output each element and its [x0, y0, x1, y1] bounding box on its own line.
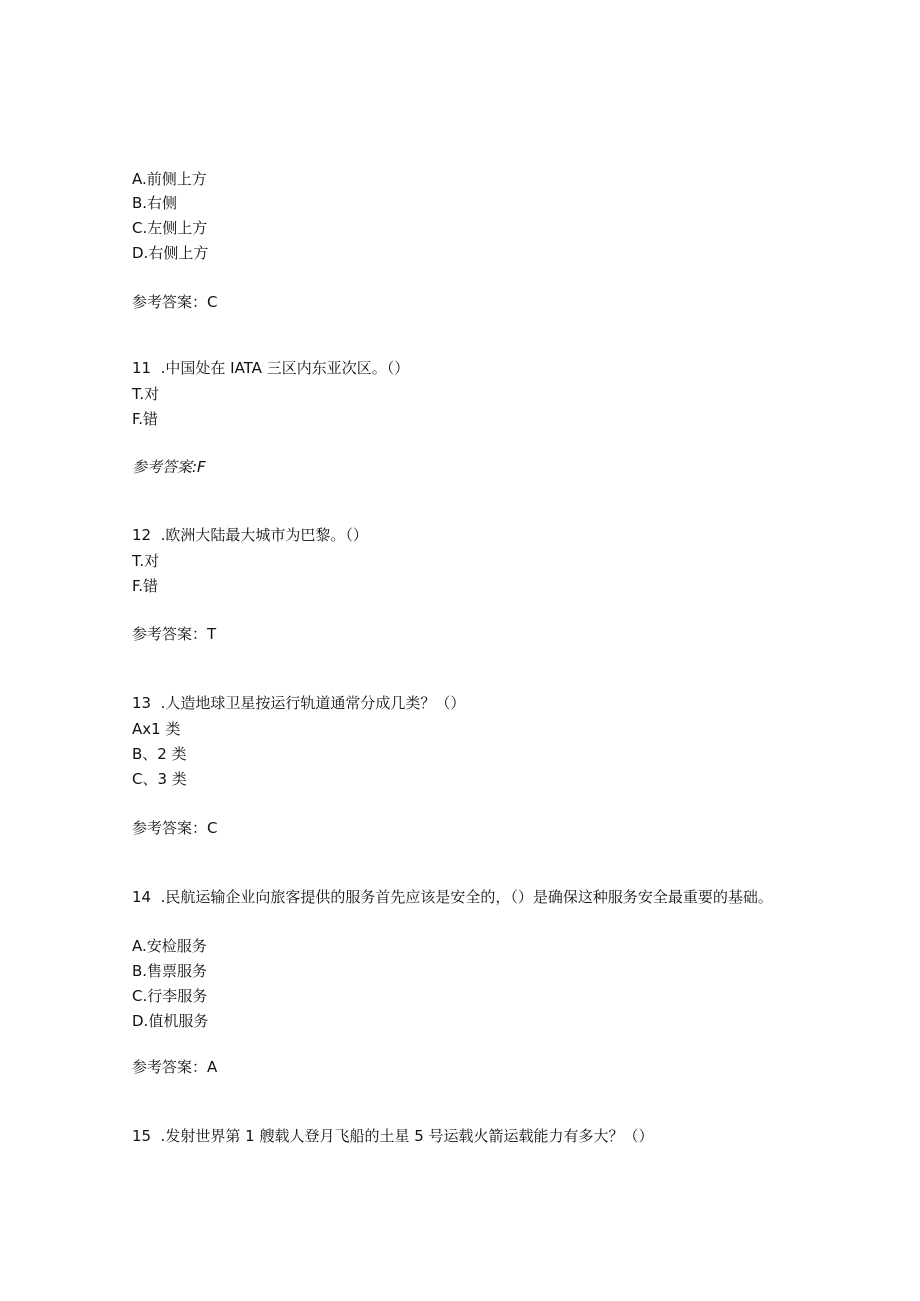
q11-answer: 参考答案:F [132, 458, 206, 476]
q10-option-b: B.右侧 [132, 194, 178, 212]
q13-option-a: Ax1 类 [132, 720, 181, 738]
q12-option-f: F.错 [132, 577, 158, 595]
q14-option-b: B.售票服务 [132, 962, 208, 980]
q10-option-d: D.右侧上方 [132, 244, 209, 262]
q11-option-t: T.对 [132, 385, 160, 403]
q12-question: 12 .欧洲大陆最大城市为巴黎。（） [132, 526, 368, 544]
q15-question: 15 .发射世界第 1 艘载人登月飞船的土星 5 号运载火箭运载能力有多大？（） [132, 1127, 654, 1145]
q11-question: 11 .中国处在 IATA 三区内东亚次区。（） [132, 359, 410, 377]
q14-question: 14 .民航运输企业向旅客提供的服务首先应该是安全的，（）是确保这种服务安全最重要的基础。 [132, 888, 773, 906]
q14-answer: 参考答案：A [132, 1058, 218, 1076]
q14-option-d: D.值机服务 [132, 1012, 209, 1030]
q10-option-a: A.前侧上方 [132, 170, 207, 188]
q13-option-c: C、3 类 [132, 770, 187, 788]
q11-option-f: F.错 [132, 410, 158, 428]
q10-option-c: C.左侧上方 [132, 219, 208, 237]
q12-answer: 参考答案：T [132, 625, 217, 643]
q13-question: 13 .人造地球卫星按运行轨道通常分成几类？（） [132, 694, 466, 712]
q10-answer: 参考答案：C [132, 293, 218, 311]
q12-option-t: T.对 [132, 552, 160, 570]
q13-answer: 参考答案：C [132, 819, 218, 837]
q13-option-b: B、2 类 [132, 745, 187, 763]
q14-option-c: C.行李服务 [132, 987, 208, 1005]
q14-option-a: A.安检服务 [132, 937, 207, 955]
